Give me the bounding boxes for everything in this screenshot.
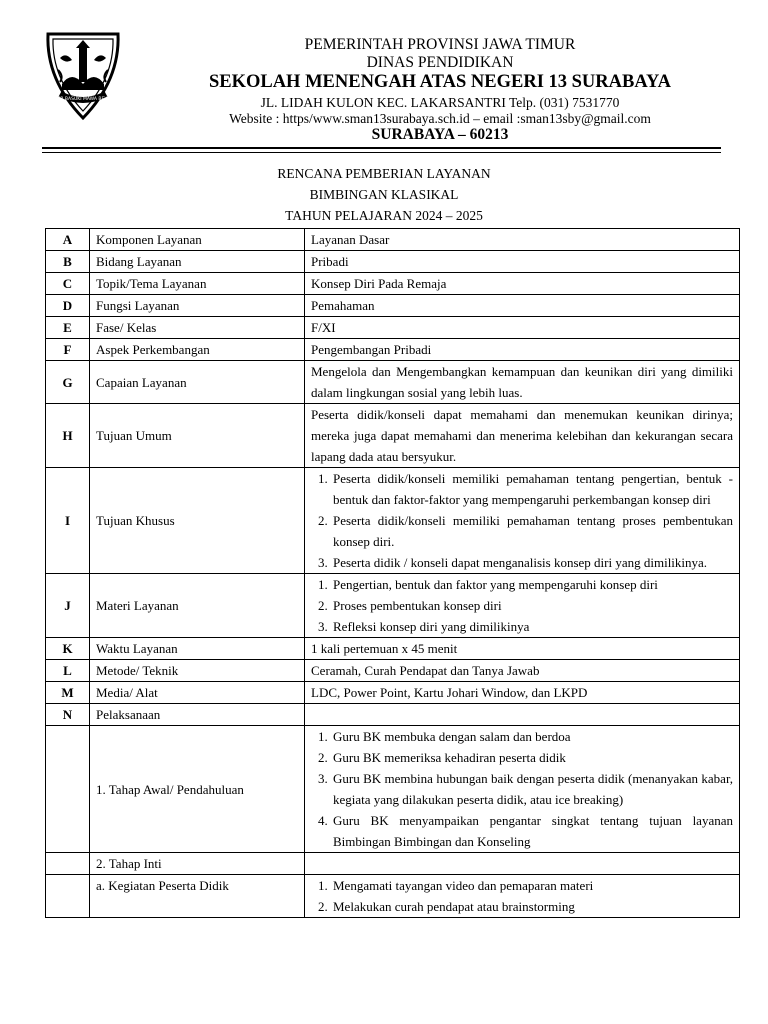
table-row — [46, 229, 740, 251]
header-rule-thin — [42, 152, 721, 153]
opening-steps-list — [311, 726, 733, 852]
row-label: Waktu Layanan — [90, 638, 305, 660]
row-letter-empty — [46, 875, 90, 918]
row-value — [305, 468, 740, 574]
row-label: Topik/Tema Layanan — [90, 273, 305, 295]
list-item: 1. Peserta didik/konseli memiliki pemahaman tentang pengertian, bentuk - bentuk dan faktor-faktor yang mempengaruhi perkembangan konsep diri — [331, 468, 733, 510]
row-value: Pengembangan Pribadi — [305, 339, 740, 361]
list-item: 1. Guru BK membuka dengan salam dan berdoa — [331, 726, 733, 747]
stage-steps — [305, 726, 740, 853]
table-row — [46, 574, 740, 638]
row-letter: C — [46, 273, 90, 295]
header-school-name: SEKOLAH MENENGAH ATAS NEGERI 13 SURABAYA — [208, 72, 672, 92]
row-letter: I — [46, 468, 90, 574]
province-emblem-logo — [42, 30, 124, 122]
row-label: Fase/ Kelas — [90, 317, 305, 339]
header-rule-thick — [42, 147, 721, 149]
doc-subtitle: BIMBINGAN KLASIKAL — [309, 187, 459, 202]
row-value: Peserta didik/konseli dapat memahami dan menemukan keunikan dirinya; mereka juga dapat memahami dan menerima kelebihan dan kekurangan secara lapang dada atau bersyukur. — [305, 404, 740, 468]
list-item: 2. Melakukan curah pendapat atau brainstorming — [331, 896, 733, 917]
table-row — [46, 273, 740, 295]
header-website-email: Website : https/www.sman13surabaya.sch.id – email :sman13sby@gmail.com — [229, 111, 651, 126]
row-value: Pemahaman — [305, 295, 740, 317]
row-value: Ceramah, Curah Pendapat dan Tanya Jawab — [305, 660, 740, 682]
row-label: Fungsi Layanan — [90, 295, 305, 317]
stage-steps — [305, 853, 740, 875]
header-department: DINAS PENDIDIKAN — [366, 54, 514, 71]
row-value: Konsep Diri Pada Remaja — [305, 273, 740, 295]
row-letter: E — [46, 317, 90, 339]
list-item: 3. Refleksi konsep diri yang dimilikinya — [331, 616, 733, 637]
service-plan-table — [45, 228, 740, 918]
row-value: F/XI — [305, 317, 740, 339]
table-row — [46, 361, 740, 404]
row-label: Tujuan Khusus — [90, 468, 305, 574]
row-letter: K — [46, 638, 90, 660]
stage-label: a. Kegiatan Peserta Didik — [90, 875, 305, 918]
table-row — [46, 704, 740, 726]
row-label: Materi Layanan — [90, 574, 305, 638]
header-government: PEMERINTAH PROVINSI JAWA TIMUR — [304, 36, 576, 53]
row-letter: D — [46, 295, 90, 317]
table-row — [46, 682, 740, 704]
row-label: Media/ Alat — [90, 682, 305, 704]
doc-year: TAHUN PELAJARAN 2024 – 2025 — [285, 208, 483, 223]
stage-steps — [305, 875, 740, 918]
row-value — [305, 704, 740, 726]
table-row — [46, 404, 740, 468]
row-letter: N — [46, 704, 90, 726]
row-value: Pribadi — [305, 251, 740, 273]
table-row — [46, 339, 740, 361]
list-item: 1. Mengamati tayangan video dan pemaparan materi — [331, 875, 733, 896]
row-letter-empty — [46, 853, 90, 875]
list-item: 3. Guru BK membina hubungan baik dengan peserta didik (menanyakan kabar, kegiata yang dilakukan peserta didik, atau ice breaking) — [331, 768, 733, 810]
student-activity-list — [311, 875, 733, 917]
table-row — [46, 875, 740, 918]
header-city: SURABAYA – 60213 — [371, 126, 509, 143]
row-label: Metode/ Teknik — [90, 660, 305, 682]
list-item: 4. Guru BK menyampaikan pengantar singkat tentang tujuan layanan Bimbingan Bimbingan dan Konseling — [331, 810, 733, 852]
table-row — [46, 660, 740, 682]
table-row — [46, 317, 740, 339]
row-value: Mengelola dan Mengembangkan kemampuan dan keunikan diri yang dimiliki dalam lingkungan sosial yang lebih luas. — [305, 361, 740, 404]
row-letter: L — [46, 660, 90, 682]
list-item: 2. Guru BK memeriksa kehadiran peserta didik — [331, 747, 733, 768]
table-row — [46, 726, 740, 853]
row-letter: B — [46, 251, 90, 273]
row-letter: A — [46, 229, 90, 251]
list-item: 2. Proses pembentukan konsep diri — [331, 595, 733, 616]
objective-list — [311, 468, 733, 573]
table-row — [46, 295, 740, 317]
list-item: 3. Peserta didik / konseli dapat menganalisis konsep diri yang dimilikinya. — [331, 552, 733, 573]
list-item: 2. Peserta didik/konseli memiliki pemahaman tentang proses pembentukan konsep diri. — [331, 510, 733, 552]
header-address: JL. LIDAH KULON KEC. LAKARSANTRI Telp. (031) 7531770 — [260, 95, 620, 110]
row-letter: G — [46, 361, 90, 404]
table-row — [46, 638, 740, 660]
material-list — [311, 574, 733, 637]
doc-title: RENCANA PEMBERIAN LAYANAN — [277, 166, 491, 181]
list-item: 1. Pengertian, bentuk dan faktor yang mempengaruhi konsep diri — [331, 574, 733, 595]
row-letter: M — [46, 682, 90, 704]
row-value: Layanan Dasar — [305, 229, 740, 251]
row-label: Komponen Layanan — [90, 229, 305, 251]
row-letter-empty — [46, 726, 90, 853]
table-row — [46, 853, 740, 875]
logo-motto: JER BASUKI MAWA BEYA — [56, 97, 110, 102]
table-row — [46, 468, 740, 574]
stage-label: 1. Tahap Awal/ Pendahuluan — [90, 726, 305, 853]
row-label: Bidang Layanan — [90, 251, 305, 273]
table-row — [46, 251, 740, 273]
row-label: Capaian Layanan — [90, 361, 305, 404]
row-letter: J — [46, 574, 90, 638]
row-value: LDC, Power Point, Kartu Johari Window, dan LKPD — [305, 682, 740, 704]
row-letter: F — [46, 339, 90, 361]
stage-label: 2. Tahap Inti — [90, 853, 305, 875]
row-label: Pelaksanaan — [90, 704, 305, 726]
row-letter: H — [46, 404, 90, 468]
row-label: Aspek Perkembangan — [90, 339, 305, 361]
row-label: Tujuan Umum — [90, 404, 305, 468]
row-value — [305, 574, 740, 638]
row-value: 1 kali pertemuan x 45 menit — [305, 638, 740, 660]
